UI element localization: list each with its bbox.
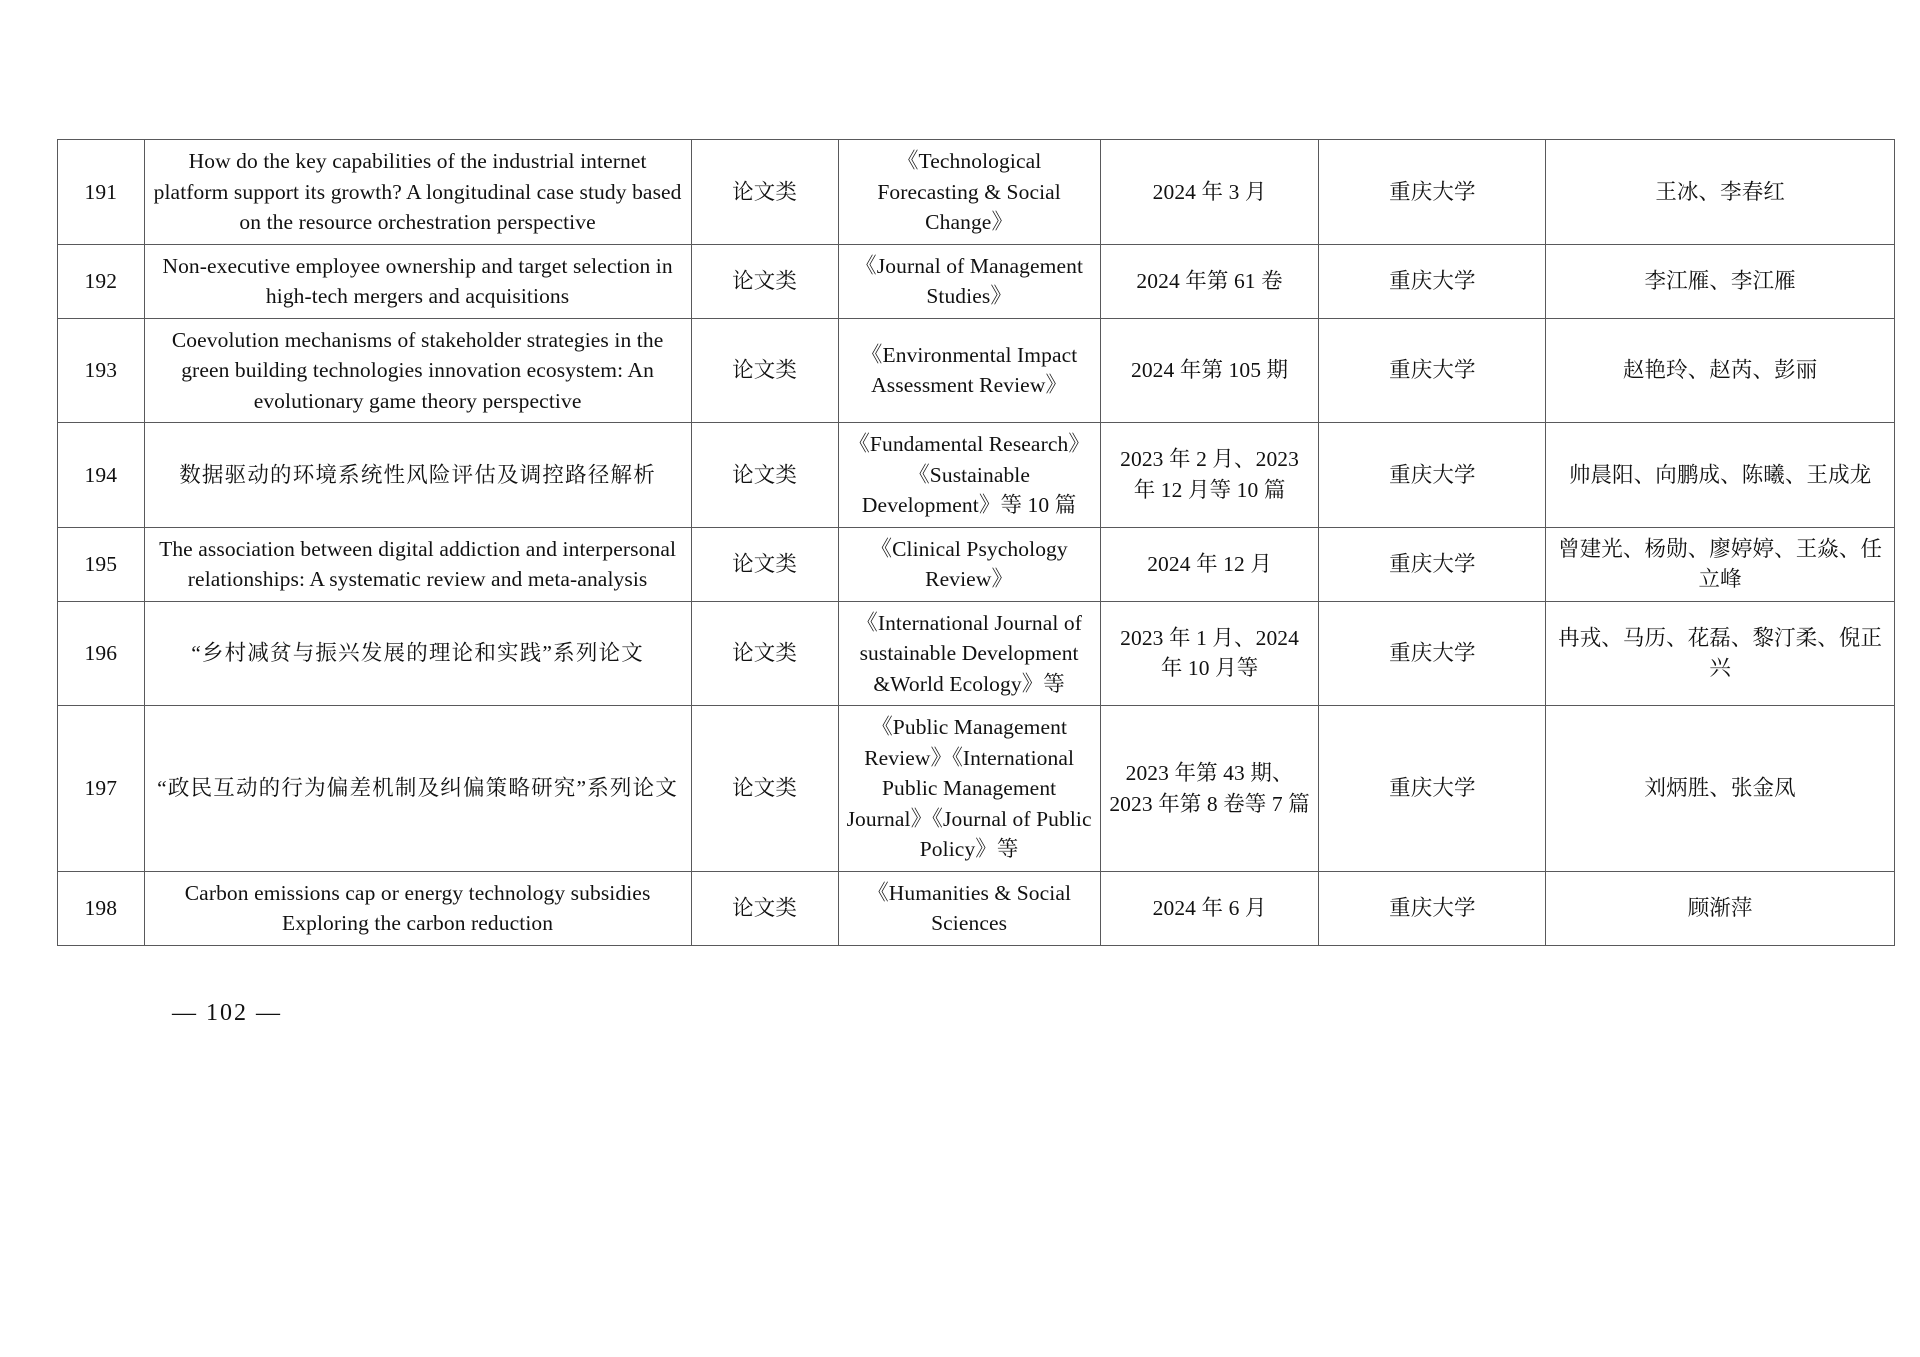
row-authors: 王冰、李春红 xyxy=(1546,140,1895,245)
row-date: 2023 年 1 月、2024 年 10 月等 xyxy=(1100,601,1319,706)
row-number: 196 xyxy=(58,601,145,706)
award-table xyxy=(57,139,1895,946)
row-number: 198 xyxy=(58,871,145,945)
table-row xyxy=(58,244,1895,318)
row-organization: 重庆大学 xyxy=(1319,318,1546,423)
row-authors: 顾渐萍 xyxy=(1546,871,1895,945)
row-title: Non-executive employee ownership and target selection in high-tech mergers and acquisitions xyxy=(144,244,691,318)
row-journal: 《International Journal of sustainable Development &World Ecology》等 xyxy=(838,601,1100,706)
row-number: 195 xyxy=(58,527,145,601)
row-authors: 曾建光、杨勋、廖婷婷、王焱、任立峰 xyxy=(1546,527,1895,601)
row-organization: 重庆大学 xyxy=(1319,527,1546,601)
table-row xyxy=(58,423,1895,528)
row-date: 2024 年第 105 期 xyxy=(1100,318,1319,423)
row-journal: 《Technological Forecasting & Social Change》 xyxy=(838,140,1100,245)
row-type: 论文类 xyxy=(691,423,838,528)
row-number: 197 xyxy=(58,706,145,872)
row-number: 192 xyxy=(58,244,145,318)
row-number: 194 xyxy=(58,423,145,528)
row-authors: 李江雁、李江雁 xyxy=(1546,244,1895,318)
table-row xyxy=(58,706,1895,872)
row-type: 论文类 xyxy=(691,140,838,245)
row-organization: 重庆大学 xyxy=(1319,244,1546,318)
row-organization: 重庆大学 xyxy=(1319,706,1546,872)
row-organization: 重庆大学 xyxy=(1319,601,1546,706)
row-type: 论文类 xyxy=(691,871,838,945)
row-type: 论文类 xyxy=(691,706,838,872)
row-journal: 《Clinical Psychology Review》 xyxy=(838,527,1100,601)
row-date: 2023 年第 43 期、2023 年第 8 卷等 7 篇 xyxy=(1100,706,1319,872)
row-organization: 重庆大学 xyxy=(1319,140,1546,245)
table-row xyxy=(58,601,1895,706)
row-title: Carbon emissions cap or energy technology subsidies Exploring the carbon reduction xyxy=(144,871,691,945)
row-type: 论文类 xyxy=(691,244,838,318)
table-row xyxy=(58,140,1895,245)
row-title: “政民互动的行为偏差机制及纠偏策略研究”系列论文 xyxy=(144,706,691,872)
row-journal: 《Fundamental Research》《Sustainable Development》等 10 篇 xyxy=(838,423,1100,528)
row-date: 2024 年第 61 卷 xyxy=(1100,244,1319,318)
row-type: 论文类 xyxy=(691,527,838,601)
row-journal: 《Environmental Impact Assessment Review》 xyxy=(838,318,1100,423)
row-title: How do the key capabilities of the industrial internet platform support its growth? A longitudinal case study based on the resource orchestration perspective xyxy=(144,140,691,245)
award-table-container xyxy=(57,139,1895,946)
row-date: 2024 年 3 月 xyxy=(1100,140,1319,245)
row-authors: 帅晨阳、向鹏成、陈曦、王成龙 xyxy=(1546,423,1895,528)
row-authors: 刘炳胜、张金凤 xyxy=(1546,706,1895,872)
row-journal: 《Public Management Review》《International Public Management Journal》《Journal of Public Policy》等 xyxy=(838,706,1100,872)
row-number: 191 xyxy=(58,140,145,245)
page-number-footer: — 102 — xyxy=(172,1000,282,1026)
row-organization: 重庆大学 xyxy=(1319,423,1546,528)
row-type: 论文类 xyxy=(691,318,838,423)
row-authors: 冉戎、马历、花磊、黎汀柔、倪正兴 xyxy=(1546,601,1895,706)
row-number: 193 xyxy=(58,318,145,423)
row-date: 2024 年 6 月 xyxy=(1100,871,1319,945)
row-journal: 《Journal of Management Studies》 xyxy=(838,244,1100,318)
row-authors: 赵艳玲、赵芮、彭丽 xyxy=(1546,318,1895,423)
row-date: 2023 年 2 月、2023 年 12 月等 10 篇 xyxy=(1100,423,1319,528)
table-row xyxy=(58,318,1895,423)
table-row xyxy=(58,527,1895,601)
row-date: 2024 年 12 月 xyxy=(1100,527,1319,601)
table-row xyxy=(58,871,1895,945)
row-title: The association between digital addiction and interpersonal relationships: A systematic review and meta-analysis xyxy=(144,527,691,601)
row-title: “乡村减贫与振兴发展的理论和实践”系列论文 xyxy=(144,601,691,706)
row-journal: 《Humanities & Social Sciences xyxy=(838,871,1100,945)
row-type: 论文类 xyxy=(691,601,838,706)
row-title: 数据驱动的环境系统性风险评估及调控路径解析 xyxy=(144,423,691,528)
row-title: Coevolution mechanisms of stakeholder strategies in the green building technologies innovation ecosystem: An evolutionary game theory perspective xyxy=(144,318,691,423)
award-table-body xyxy=(58,140,1895,946)
row-organization: 重庆大学 xyxy=(1319,871,1546,945)
